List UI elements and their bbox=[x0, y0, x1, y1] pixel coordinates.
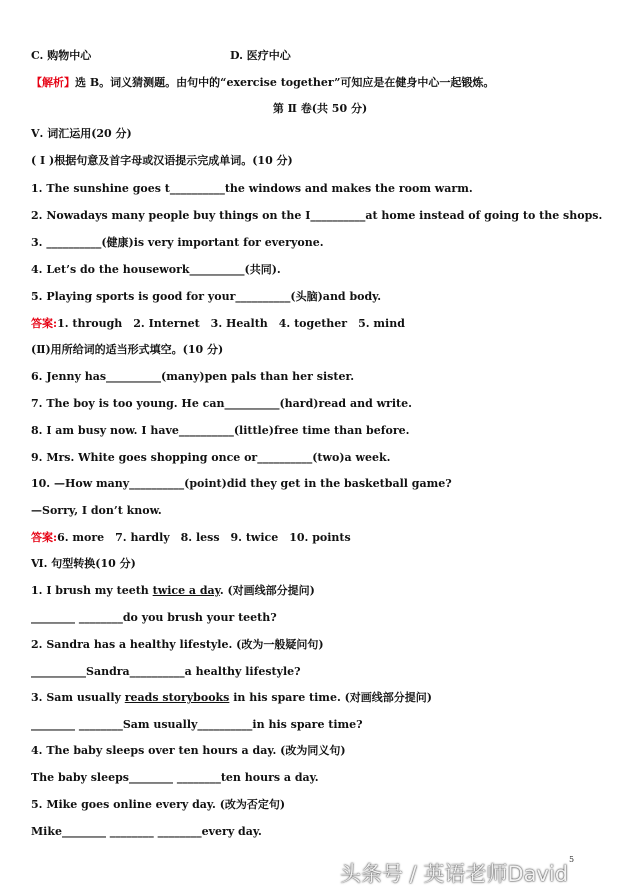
transform-2: 2. Sandra has a healthy lifestyle. (改为一般疑问句) bbox=[31, 638, 324, 651]
transform-4: 4. The baby sleeps over ten hours a day. (改为同义句) bbox=[31, 744, 346, 757]
transform-2-blank: __________Sandra__________a healthy lifestyle? bbox=[31, 665, 301, 678]
question-10-reply: —Sorry, I don’t know. bbox=[31, 504, 162, 517]
part-one-title: ( Ⅰ )根据句意及首字母或汉语提示完成单词。(10 分) bbox=[31, 154, 293, 167]
transform-3-text: 3. Sam usually bbox=[31, 691, 125, 704]
transform-3 bbox=[31, 691, 432, 705]
answer-text: 1. through 2. Internet 3. Health 4. together 5. mind bbox=[57, 317, 405, 330]
option-row bbox=[31, 49, 291, 63]
analysis-line bbox=[31, 76, 494, 90]
underlined-phrase: reads storybooks bbox=[124, 691, 230, 704]
transform-1-blank: ________ ________do you brush your teeth? bbox=[31, 611, 277, 624]
question-8: 8. I am busy now. I have__________(little)free time than before. bbox=[31, 424, 410, 437]
transform-5: 5. Mike goes online every day. (改为否定句) bbox=[31, 798, 286, 811]
answer-label: 答案: bbox=[31, 531, 58, 544]
transform-1-instruction: . (对画线部分提问) bbox=[219, 584, 315, 597]
question-5: 5. Playing sports is good for your__________(头脑)and body. bbox=[31, 290, 382, 303]
watermark: 头条号 / 英语老师David bbox=[340, 862, 569, 886]
analysis-tag: 【解析】 bbox=[31, 76, 75, 89]
transform-1 bbox=[31, 584, 315, 598]
option-c: C. 购物中心 bbox=[31, 49, 92, 62]
analysis-text: 选 B。词义猜测题。由句中的“exercise together”可知应是在健身中心一起锻炼。 bbox=[75, 76, 495, 89]
page-number: 5 bbox=[569, 855, 575, 864]
part-two-title: 第 Ⅱ 卷(共 50 分) bbox=[272, 102, 368, 115]
question-4: 4. Let’s do the housework__________(共同). bbox=[31, 263, 281, 276]
transform-3-instruction: in his spare time. (对画线部分提问) bbox=[229, 691, 433, 704]
question-3: 3. __________(健康)is very important for everyone. bbox=[31, 236, 324, 249]
question-6: 6. Jenny has__________(many)pen pals than her sister. bbox=[31, 370, 355, 383]
question-10: 10. —How many__________(point)did they get in the basketball game? bbox=[31, 477, 452, 490]
question-9: 9. Mrs. White goes shopping once or__________(two)a week. bbox=[31, 451, 391, 464]
option-d: D. 医疗中心 bbox=[230, 49, 291, 62]
transform-4-blank: The baby sleeps________ ________ten hours a day. bbox=[31, 771, 319, 784]
underlined-phrase: twice a day bbox=[152, 584, 220, 597]
answer-line-2 bbox=[31, 531, 351, 545]
transform-1-text: 1. I brush my teeth bbox=[31, 584, 153, 597]
answer-line-1 bbox=[31, 317, 405, 331]
question-7: 7. The boy is too young. He can__________(hard)read and write. bbox=[31, 397, 412, 410]
question-1: 1. The sunshine goes t__________the windows and makes the room warm. bbox=[31, 182, 473, 195]
section-five-title: Ⅴ. 词汇运用(20 分) bbox=[31, 127, 132, 140]
transform-3-blank: ________ ________Sam usually__________in his spare time? bbox=[31, 718, 363, 731]
answer-label: 答案: bbox=[31, 317, 58, 330]
section-six-title: Ⅵ. 句型转换(10 分) bbox=[31, 557, 136, 570]
part-two-subtitle: (Ⅱ)用所给词的适当形式填空。(10 分) bbox=[31, 343, 224, 356]
answer-text: 6. more 7. hardly 8. less 9. twice 10. points bbox=[57, 531, 351, 544]
question-2: 2. Nowadays many people buy things on the I__________at home instead of going to the shops. bbox=[31, 209, 603, 222]
transform-5-blank: Mike________ ________ ________every day. bbox=[31, 825, 262, 838]
